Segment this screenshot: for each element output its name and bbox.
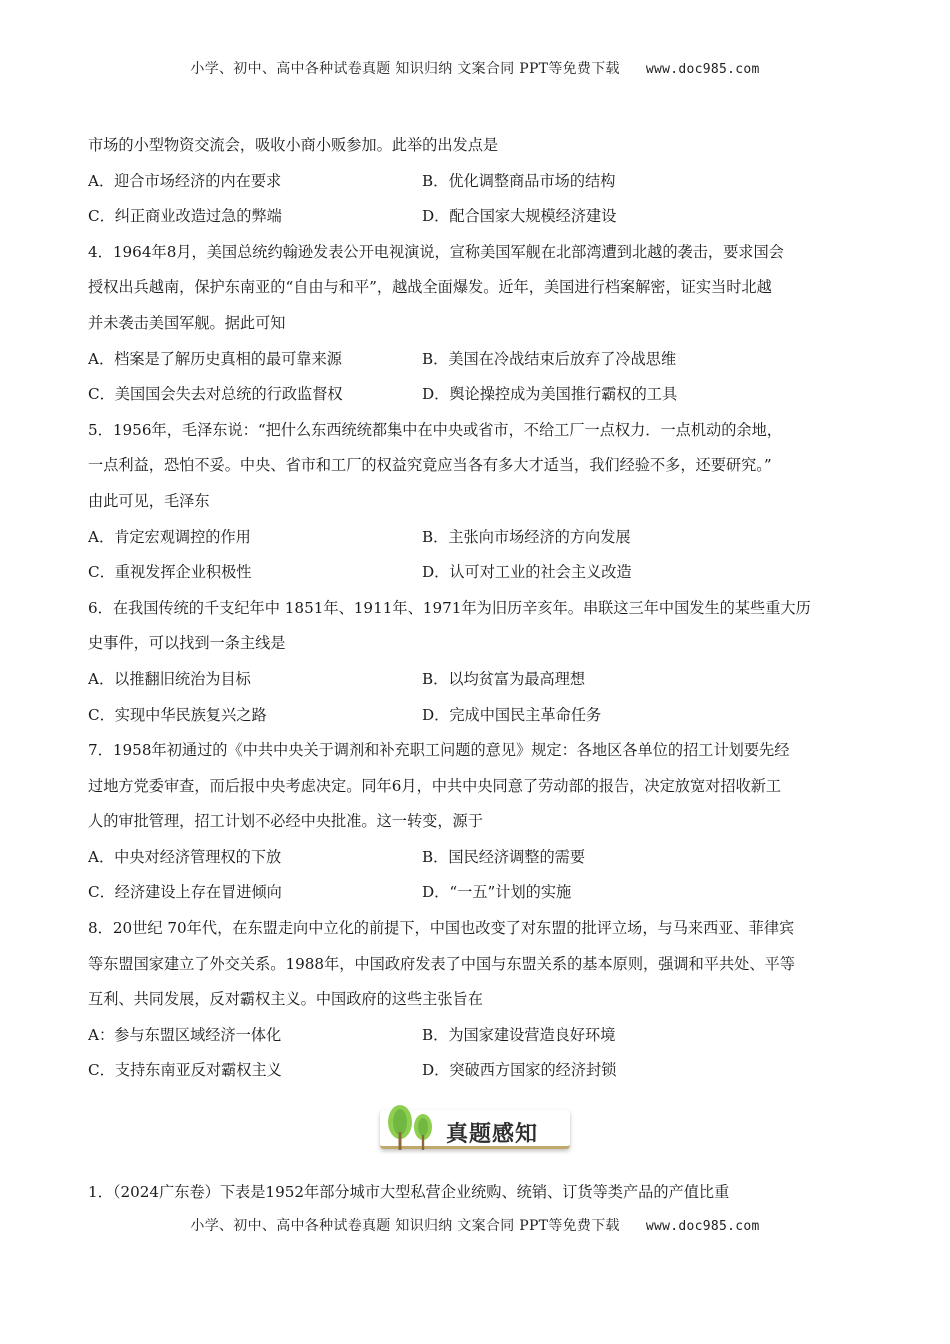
header-text: 小学、初中、高中各种试卷真题 知识归纳 文案合同 PPT等免费下载 (190, 61, 620, 77)
question-line: 8．20世纪 70年代，在东盟走向中立化的前提下，中国也改变了对东盟的批评立场，与马来西亚、菲律宾 (88, 919, 795, 938)
option-d: D．配合国家大规模经济建设 (422, 207, 617, 226)
option-c: C．经济建设上存在冒进倾向 (88, 883, 282, 902)
question-line: 市场的小型物资交流会，吸收小商小贩参加。此举的出发点是 (88, 136, 499, 154)
options-row (88, 698, 868, 734)
question-7 (88, 733, 868, 911)
question-line: 4．1964年8月，美国总统约翰逊发表公开电视演说，宣称美国军舰在北部湾遭到北越的袭击，要求国会 (88, 242, 784, 261)
question-line: 史事件，可以找到一条主线是 (88, 634, 286, 653)
question-1-intro: 1．（2024广东卷）下表是1952年部分城市大型私营企业统购、统销、订货等类产品的产值比重 (88, 1183, 730, 1201)
option-d: D．舆论操控成为美国推行霸权的工具 (422, 385, 678, 404)
question-line: 7．1958年初通过的《中共中央关于调剂和补充职工问题的意见》规定：各地区各单位的招工计划要先经 (88, 741, 790, 760)
option-c: C．重视发挥企业积极性 (88, 563, 252, 582)
options-row (88, 520, 868, 556)
option-b: B．优化调整商品市场的结构 (422, 171, 616, 190)
header-url[interactable]: www.doc985.com (645, 62, 760, 77)
options-row (88, 164, 868, 200)
question-4 (88, 235, 868, 413)
option-d: D．认可对工业的社会主义改造 (422, 563, 632, 582)
options-row (88, 342, 868, 378)
question-line: 等东盟国家建立了外交关系。1988年，中国政府发表了中国与东盟关系的基本原则，强调和平共处、平等 (88, 954, 795, 973)
question-line: 过地方党委审查，而后报中央考虑决定。同年6月，中共中央同意了劳动部的报告，决定放宽对招收新工 (88, 776, 782, 795)
section-banner (380, 1102, 572, 1156)
tree-icon (380, 1102, 444, 1156)
options-row (88, 840, 868, 876)
question-line: 5．1956年，毛泽东说：“把什么东西统统都集中在中央或省市，不给工厂一点权力．一点机动的余地， (88, 420, 782, 439)
question-5 (88, 413, 868, 591)
footer-text: 小学、初中、高中各种试卷真题 知识归纳 文案合同 PPT等免费下载 (190, 1218, 620, 1234)
options-row (88, 1053, 868, 1089)
question-line: 由此可见，毛泽东 (88, 491, 210, 510)
option-b: B．以均贫富为最高理想 (422, 669, 586, 688)
option-c: C．纠正商业改造过急的弊端 (88, 207, 282, 226)
question-line: 6．在我国传统的千支纪年中 1851年、1911年、1971年为旧历辛亥年。串联这三年中国发生的某些重大历 (88, 598, 811, 617)
question-line: 一点利益，恐怕不妥。中央、省市和工厂的权益究竟应当各有多大才适当，我们经验不多，还要研究。” (88, 456, 772, 475)
options-row (88, 1018, 868, 1054)
option-c: C．支持东南亚反对霸权主义 (88, 1061, 282, 1080)
question-6 (88, 591, 868, 733)
option-a: A：参与东盟区域经济一体化 (88, 1025, 282, 1044)
question-line: 互利、共同发展，反对霸权主义。中国政府的这些主张旨在 (88, 990, 483, 1009)
option-d: D．“一五”计划的实施 (422, 883, 572, 902)
question-8 (88, 911, 868, 1089)
option-a: A．肯定宏观调控的作用 (88, 527, 251, 546)
option-a: A．档案是了解历史真相的最可靠来源 (88, 349, 342, 368)
question-line: 授权出兵越南，保护东南亚的“自由与和平”，越战全面爆发。近年，美国进行档案解密，证实当时北越 (88, 278, 772, 297)
options-row (88, 875, 868, 911)
footer-url[interactable]: www.doc985.com (645, 1219, 760, 1234)
options-row (88, 662, 868, 698)
option-d: D．突破西方国家的经济封锁 (422, 1061, 617, 1080)
option-b: B．美国在冷战结束后放弃了冷战思维 (422, 349, 677, 368)
option-a: A．以推翻旧统治为目标 (88, 669, 251, 688)
option-b: B．主张向市场经济的方向发展 (422, 527, 631, 546)
question-line: 并未袭击美国军舰。据此可知 (88, 313, 286, 332)
options-row (88, 377, 868, 413)
option-b: B．国民经济调整的需要 (422, 847, 586, 866)
options-row (88, 199, 868, 235)
question-line: 人的审批管理，招工计划不必经中央批准。这一转变，源于 (88, 812, 483, 831)
page-header (0, 58, 950, 78)
option-a: A．中央对经济管理权的下放 (88, 847, 282, 866)
option-c: C．实现中华民族复兴之路 (88, 705, 267, 724)
banner-title: 真题感知 (446, 1122, 539, 1147)
options-row (88, 555, 868, 591)
option-a: A．迎合市场经济的内在要求 (88, 171, 282, 190)
option-c: C．美国国会失去对总统的行政监督权 (88, 385, 343, 404)
page-footer (0, 1215, 950, 1235)
question-list (88, 128, 868, 1089)
option-b: B．为国家建设营造良好环境 (422, 1025, 616, 1044)
option-d: D．完成中国民主革命任务 (422, 705, 602, 724)
question-3 (88, 128, 868, 235)
